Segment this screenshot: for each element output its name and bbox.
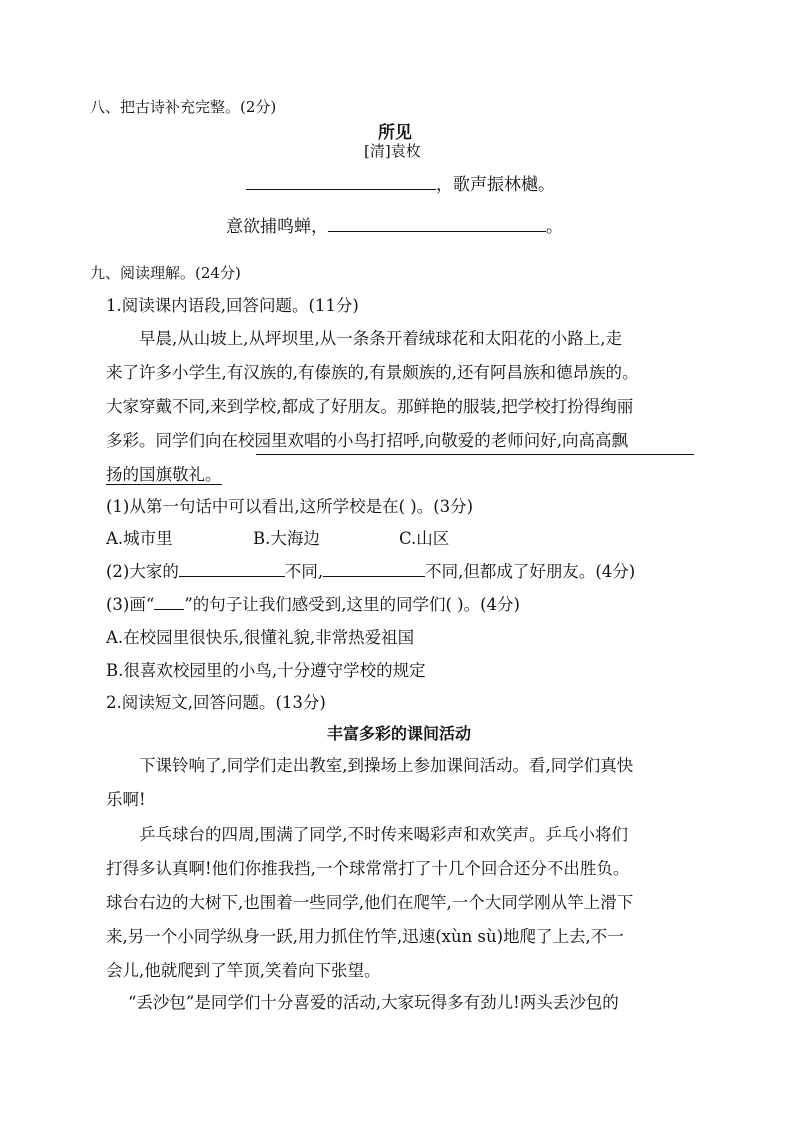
poem-line-2 bbox=[226, 212, 563, 237]
article-line: 球台右边的大树下,也围着一些同学,他们在爬竿,一个大同学刚从竿上滑下 bbox=[106, 893, 634, 912]
sub-question-2-text-c: 不同,但都成了好朋友。(4分) bbox=[425, 562, 636, 581]
passage-1-line-underlined: 多彩。同学们向在校园里欢唱的小鸟打招呼,向敬爱的老师问好,向高高飘 bbox=[106, 424, 694, 458]
underline-sample bbox=[154, 593, 184, 610]
article-line: “丢沙包”是同学们十分喜爱的活动,大家玩得多有劲儿!两头丢沙包的 bbox=[128, 993, 619, 1012]
option-3a[interactable]: A.在校园里很快乐,很懂礼貌,非常热爱祖国 bbox=[106, 628, 415, 647]
poem-line-2-text: 意欲捕鸣蝉， bbox=[226, 217, 328, 237]
article-line: 下课铃响了,同学们走出教室,到操场上参加课间活动。看,同学们真快 bbox=[139, 756, 634, 775]
article-para-2 bbox=[106, 818, 694, 988]
question-2-title: 2.阅读短文,回答问题。(13分) bbox=[106, 693, 326, 712]
sub-question-2-text-b: 不同, bbox=[284, 562, 324, 581]
article-line: 打得多认真啊!他们你推我挡,一个球常常打了十几个回合还分不出胜负。 bbox=[106, 859, 630, 878]
question-1-title: 1.阅读课内语段,回答问题。(11分) bbox=[106, 296, 359, 315]
answer-blank-2b[interactable] bbox=[323, 560, 425, 577]
article-line: 乒乓球台的四周,围满了同学,不时传来喝彩声和欢笑声。乒乓小将们 bbox=[139, 825, 628, 844]
sub-question-1: (1)从第一句话中可以看出,这所学校是在( )。(3分) bbox=[106, 497, 474, 516]
article-line: 会儿,他就爬到了竿顶,笑着向下张望。 bbox=[106, 961, 381, 980]
article-line: 来,另一个小同学纵身一跃,用力抓住竹竿,迅速(xùn sù)地爬了上去,不一 bbox=[106, 927, 624, 946]
article-para-1 bbox=[106, 749, 694, 817]
poem-line-1 bbox=[246, 170, 555, 195]
article-para-3 bbox=[106, 986, 694, 1020]
poem-author: [清]袁枚 bbox=[364, 142, 421, 160]
poem-blank-1[interactable] bbox=[246, 171, 436, 190]
option-b[interactable]: B.大海边 bbox=[253, 529, 320, 548]
option-c[interactable]: C.山区 bbox=[399, 529, 450, 548]
sub-question-2 bbox=[106, 558, 635, 582]
poem-blank-2[interactable] bbox=[328, 213, 546, 232]
sub-question-3 bbox=[106, 591, 520, 615]
sub-question-3-text-b: ”的句子让我们感受到,这里的同学们( )。(4分) bbox=[184, 595, 520, 614]
poem-title: 所见 bbox=[378, 123, 412, 143]
article-title: 丰富多彩的课间活动 bbox=[327, 724, 472, 743]
sub-question-2-text-a: (2)大家的 bbox=[106, 562, 179, 581]
poem-line-1-text: ，歌声振林樾。 bbox=[436, 175, 555, 195]
passage-1-line: 来了许多小学生,有汉族的,有傣族的,有景颇族的,还有阿昌族和德昂族的。 bbox=[106, 363, 639, 382]
option-3b[interactable]: B.很喜欢校园里的小鸟,十分遵守学校的规定 bbox=[106, 661, 426, 680]
section-8-heading: 八、把古诗补充完整。(2分) bbox=[90, 98, 277, 116]
poem-line-2-end: 。 bbox=[546, 217, 563, 237]
passage-1-line: 大家穿戴不同,来到学校,都成了好朋友。那鲜艳的服装,把学校打扮得绚丽 bbox=[106, 397, 634, 416]
passage-1-line: 早晨,从山坡上,从坪坝里,从一条条开着绒球花和太阳花的小路上,走 bbox=[139, 329, 622, 348]
passage-1-line-underlined: 扬的国旗敬礼。 bbox=[106, 465, 222, 484]
sub-question-3-text-a: (3)画“ bbox=[106, 595, 155, 614]
article-line: 乐啊! bbox=[106, 790, 146, 809]
section-9-heading: 九、阅读理解。(24分) bbox=[90, 264, 241, 282]
option-a[interactable]: A.城市里 bbox=[106, 529, 173, 548]
answer-blank-2a[interactable] bbox=[179, 560, 285, 577]
passage-1 bbox=[106, 322, 694, 492]
